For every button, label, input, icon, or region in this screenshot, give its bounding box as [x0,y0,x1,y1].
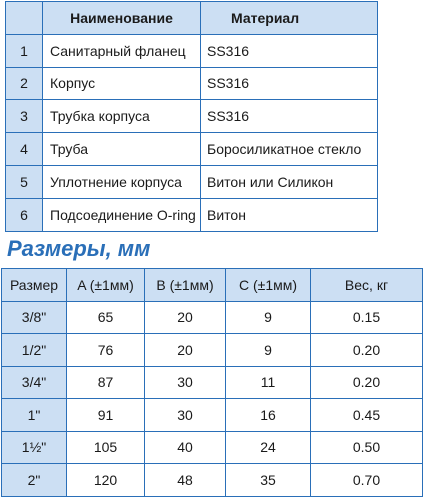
sizes-table [1,268,423,497]
table-row [2,431,423,464]
row-number: 6 [6,198,43,231]
part-material: Витон [201,198,378,231]
table-row [6,133,378,166]
value-cell: 9 [226,334,311,367]
value-cell: 30 [145,399,226,432]
header-name: Наименование [43,2,201,35]
table-row [6,67,378,100]
size-cell: 1/2" [2,334,67,367]
value-cell: 0.50 [311,431,423,464]
value-cell: 87 [67,366,145,399]
materials-table [5,1,378,232]
row-number: 2 [6,67,43,100]
materials-header-row [6,2,378,35]
value-cell: 0.20 [311,366,423,399]
size-cell: 2" [2,464,67,497]
value-cell: 9 [226,301,311,334]
value-cell: 105 [67,431,145,464]
row-number: 1 [6,34,43,67]
value-cell: 40 [145,431,226,464]
part-name: Корпус [43,67,201,100]
sizes-header-cell: B (±1мм) [145,269,226,302]
value-cell: 48 [145,464,226,497]
value-cell: 11 [226,366,311,399]
row-number: 3 [6,100,43,133]
value-cell: 0.45 [311,399,423,432]
value-cell: 76 [67,334,145,367]
row-number: 4 [6,133,43,166]
size-cell: 3/4" [2,366,67,399]
value-cell: 20 [145,334,226,367]
row-number: 5 [6,165,43,198]
size-cell: 1" [2,399,67,432]
table-row [6,165,378,198]
table-row [6,34,378,67]
header-material: Материал [201,2,378,35]
value-cell: 16 [226,399,311,432]
sizes-header-cell: C (±1мм) [226,269,311,302]
table-row [6,100,378,133]
value-cell: 0.70 [311,464,423,497]
sizes-header-row [2,269,423,302]
value-cell: 24 [226,431,311,464]
header-num [6,2,43,35]
table-row [2,366,423,399]
sizes-header-cell: A (±1мм) [67,269,145,302]
value-cell: 91 [67,399,145,432]
size-cell: 3/8" [2,301,67,334]
table-row [2,464,423,497]
table-row [2,399,423,432]
value-cell: 0.15 [311,301,423,334]
part-material: SS316 [201,34,378,67]
sizes-header-cell: Размер [2,269,67,302]
value-cell: 35 [226,464,311,497]
sizes-title: Размеры, мм [7,236,151,261]
part-name: Санитарный фланец [43,34,201,67]
value-cell: 20 [145,301,226,334]
part-name: Труба [43,133,201,166]
part-name: Уплотнение корпуса [43,165,201,198]
part-material: Боросиликатное стекло [201,133,378,166]
value-cell: 65 [67,301,145,334]
value-cell: 30 [145,366,226,399]
value-cell: 120 [67,464,145,497]
table-row [6,198,378,231]
part-name: Подсоединение O-ring [43,198,201,231]
part-material: SS316 [201,67,378,100]
table-row [2,301,423,334]
size-cell: 1½" [2,431,67,464]
sizes-header-cell: Вес, кг [311,269,423,302]
table-row [2,334,423,367]
part-material: SS316 [201,100,378,133]
part-name: Трубка корпуса [43,100,201,133]
part-material: Витон или Силикон [201,165,378,198]
value-cell: 0.20 [311,334,423,367]
